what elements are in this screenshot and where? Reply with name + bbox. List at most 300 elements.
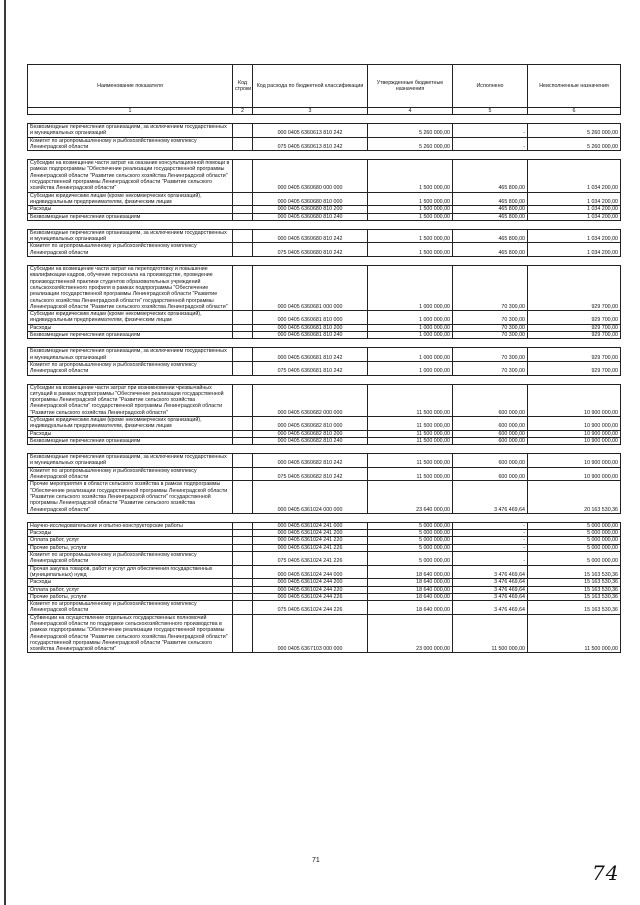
name-cell: Расходы (28, 206, 233, 213)
name-cell: Комитет по агропромышленному и рыбохозяйственному комплексу Ленинградской области (28, 361, 233, 375)
name-cell: Прочие работы, услуги (28, 593, 233, 600)
code-cell: 075 0405 6361024 241 226 (253, 552, 368, 566)
unexecuted-cell: 5 260 000,00 (528, 124, 621, 138)
code-cell: 000 0405 6360680 000 000 (253, 160, 368, 192)
approved-cell: 1 500 000,00 (368, 206, 453, 213)
code-cell: 000 0405 6360680 810 200 (253, 206, 368, 213)
approved-cell: 1 500 000,00 (368, 213, 453, 220)
spacer-row (28, 375, 621, 384)
spacer-cell (453, 115, 528, 124)
table-row (28, 586, 621, 593)
unexecuted-cell: 1 034 200,00 (528, 213, 621, 220)
table-row (28, 522, 621, 529)
approved-cell: 5 000 000,00 (368, 522, 453, 529)
line-cell (233, 348, 253, 362)
executed-cell: 11 500 000,00 (453, 614, 528, 653)
unexecuted-cell: 929 700,00 (528, 361, 621, 375)
executed-cell: 465 800,00 (453, 243, 528, 257)
table-row (28, 614, 621, 653)
spacer-row (28, 115, 621, 124)
line-cell (233, 192, 253, 206)
unexecuted-cell: 15 163 530,36 (528, 586, 621, 593)
unexecuted-cell: 1 034 200,00 (528, 206, 621, 213)
table-row (28, 416, 621, 430)
code-cell: 000 0405 6360682 810 240 (253, 437, 368, 444)
table-row (28, 481, 621, 513)
approved-cell: 1 500 000,00 (368, 160, 453, 192)
line-cell (233, 481, 253, 513)
approved-cell: 1 000 000,00 (368, 361, 453, 375)
code-cell: 000 0405 6360680 810 240 (253, 213, 368, 220)
spacer-row (28, 257, 621, 266)
name-cell: Субсидии юридическим лицам (кроме некоммерческих организаций), индивидуальным предпринимателям, физическим лицам (28, 416, 233, 430)
executed-cell: 70 300,00 (453, 324, 528, 331)
name-cell: Комитет по агропромышленному и рыбохозяйственному комплексу Ленинградской области (28, 137, 233, 151)
unexecuted-cell: 5 000 000,00 (528, 530, 621, 537)
spacer-cell (368, 115, 453, 124)
spacer-cell (453, 339, 528, 348)
executed-cell: - (453, 552, 528, 566)
unexecuted-cell: 10 900 000,00 (528, 467, 621, 481)
executed-cell: 3 476 469,64 (453, 601, 528, 615)
table-row (28, 311, 621, 325)
line-cell (233, 229, 253, 243)
table-row (28, 467, 621, 481)
name-cell: Прочие мероприятия в области сельского хозяйства в рамках подпрограммы "Обеспечение реализации государственной программы Ленинградской области "Развитие сельского хозяйства Ленинградской области" государственной программы Ленинградской области "Развитие сельского хозяйства Ленинградской области" (28, 481, 233, 513)
executed-cell: 3 476 469,64 (453, 565, 528, 579)
approved-cell: 1 000 000,00 (368, 332, 453, 339)
executed-cell: - (453, 544, 528, 551)
name-cell: Субсидии на возмещение части затрат при возникновении чрезвычайных ситуаций в рамках подпрограммы "Обеспечение реализации государственной программы Ленинградской области "Развитие сельского хозяйства Ленинградской области" государственной программы Ленинградской области "Развитие сельского хозяйства Ленинградской области" (28, 384, 233, 416)
header-code: Код расхода по бюджетной классификации (253, 65, 368, 108)
executed-cell: 3 476 469,64 (453, 579, 528, 586)
unexecuted-cell: 1 034 200,00 (528, 229, 621, 243)
code-cell: 000 0405 6360682 810 200 (253, 430, 368, 437)
line-cell (233, 437, 253, 444)
code-cell: 000 0405 6360613 810 242 (253, 124, 368, 138)
spacer-cell (528, 257, 621, 266)
executed-cell: 3 476 469,64 (453, 593, 528, 600)
executed-cell: 3 476 469,64 (453, 481, 528, 513)
spacer-cell (233, 151, 253, 160)
approved-cell: 11 500 000,00 (368, 416, 453, 430)
spacer-cell (233, 220, 253, 229)
unexecuted-cell: 5 000 000,00 (528, 552, 621, 566)
spacer-cell (368, 445, 453, 454)
code-cell: 075 0405 6360681 810 242 (253, 361, 368, 375)
unexecuted-cell: 1 034 200,00 (528, 243, 621, 257)
unexecuted-cell: 10 900 000,00 (528, 454, 621, 468)
approved-cell: 11 500 000,00 (368, 467, 453, 481)
spacer-cell (453, 257, 528, 266)
code-cell: 000 0405 6361024 244 226 (253, 593, 368, 600)
unexecuted-cell: 929 700,00 (528, 266, 621, 311)
name-cell: Безвозмездные перечисления организациям, за исключением государственных и муниципальных организаций (28, 454, 233, 468)
spacer-cell (253, 151, 368, 160)
table-row (28, 544, 621, 551)
line-cell (233, 544, 253, 551)
unexecuted-cell: 10 900 000,00 (528, 384, 621, 416)
table-row (28, 332, 621, 339)
code-cell: 000 0405 6361024 241 226 (253, 544, 368, 551)
name-cell: Научно-исследовательские и опытно-конструкторские работы (28, 522, 233, 529)
spacer-cell (28, 220, 233, 229)
table-row (28, 454, 621, 468)
table-row (28, 552, 621, 566)
executed-cell: - (453, 530, 528, 537)
spacer-row (28, 513, 621, 522)
name-cell: Прочая закупка товаров, работ и услуг для обеспечения государственных (муниципальных) нужд (28, 565, 233, 579)
spacer-cell (528, 513, 621, 522)
name-cell: Расходы (28, 530, 233, 537)
table-row (28, 384, 621, 416)
line-cell (233, 206, 253, 213)
header-approved: Утвержденные бюджетные назначения (368, 65, 453, 108)
header-executed: Исполнено (453, 65, 528, 108)
approved-cell: 1 000 000,00 (368, 348, 453, 362)
spacer-cell (368, 220, 453, 229)
spacer-cell (28, 151, 233, 160)
executed-cell: 465 800,00 (453, 229, 528, 243)
line-cell (233, 243, 253, 257)
name-cell: Субсидии юридическим лицам (кроме некоммерческих организаций), индивидуальным предпринимателям, физическим лицам (28, 192, 233, 206)
column-number: 2 (233, 108, 253, 115)
unexecuted-cell: 5 000 000,00 (528, 544, 621, 551)
table-row (28, 124, 621, 138)
name-cell: Комитет по агропромышленному и рыбохозяйственному комплексу Ленинградской области (28, 601, 233, 615)
line-cell (233, 522, 253, 529)
spacer-cell (528, 339, 621, 348)
code-cell: 000 0405 6360682 810 242 (253, 454, 368, 468)
spacer-cell (28, 375, 233, 384)
spacer-cell (368, 339, 453, 348)
unexecuted-cell: 10 900 000,00 (528, 437, 621, 444)
code-cell: 000 0405 6361024 244 000 (253, 565, 368, 579)
line-cell (233, 213, 253, 220)
spacer-cell (528, 151, 621, 160)
table-row (28, 192, 621, 206)
line-cell (233, 137, 253, 151)
approved-cell: 5 000 000,00 (368, 537, 453, 544)
approved-cell: 1 000 000,00 (368, 324, 453, 331)
unexecuted-cell: 929 700,00 (528, 311, 621, 325)
code-cell: 000 0405 6360681 810 200 (253, 324, 368, 331)
unexecuted-cell: 929 700,00 (528, 332, 621, 339)
spacer-cell (253, 220, 368, 229)
code-cell: 000 0405 6360681 810 000 (253, 311, 368, 325)
spacer-row (28, 151, 621, 160)
scan-margin-line (4, 0, 6, 905)
line-cell (233, 266, 253, 311)
name-cell: Безвозмездные перечисления организациям (28, 332, 233, 339)
table-row (28, 229, 621, 243)
table-header-row (28, 65, 621, 108)
line-cell (233, 537, 253, 544)
table-row (28, 601, 621, 615)
unexecuted-cell: 15 163 530,36 (528, 601, 621, 615)
name-cell: Комитет по агропромышленному и рыбохозяйственному комплексу Ленинградской области (28, 243, 233, 257)
executed-cell: 70 300,00 (453, 348, 528, 362)
spacer-cell (453, 151, 528, 160)
spacer-cell (253, 339, 368, 348)
approved-cell: 23 000 000,00 (368, 614, 453, 653)
unexecuted-cell: 929 700,00 (528, 348, 621, 362)
line-cell (233, 467, 253, 481)
unexecuted-cell: 5 000 000,00 (528, 522, 621, 529)
spacer-cell (453, 375, 528, 384)
unexecuted-cell: 15 163 530,36 (528, 565, 621, 579)
approved-cell: 23 640 000,00 (368, 481, 453, 513)
table-row (28, 160, 621, 192)
spacer-cell (453, 445, 528, 454)
approved-cell: 18 640 000,00 (368, 586, 453, 593)
spacer-cell (233, 445, 253, 454)
approved-cell: 5 000 000,00 (368, 544, 453, 551)
code-cell: 000 0405 6361024 241 200 (253, 530, 368, 537)
name-cell: Безвозмездные перечисления организациям, за исключением государственных и муниципальных организаций (28, 229, 233, 243)
approved-cell: 18 640 000,00 (368, 565, 453, 579)
name-cell: Субсидии на возмещение части затрат на переподготовку и повышение квалификации кадров, обучение персонала на производстве, проведение производственной практики студентов образовательных учреждений сельскохозяйственного профиля в рамках подпрограммы "Обеспечение реализации государственной программы Ленинградской области "Развитие сельского хозяйства Ленинградской области" государственной программы Ленинградской области "Развитие сельского хозяйства Ленинградской области" (28, 266, 233, 311)
code-cell: 075 0405 6360613 810 242 (253, 137, 368, 151)
header-line: Код строки (233, 65, 253, 108)
approved-cell: 1 500 000,00 (368, 229, 453, 243)
unexecuted-cell: 10 900 000,00 (528, 430, 621, 437)
code-cell: 000 0405 6361024 244 200 (253, 579, 368, 586)
spacer-cell (253, 115, 368, 124)
unexecuted-cell: 10 900 000,00 (528, 416, 621, 430)
table-row (28, 206, 621, 213)
spacer-cell (368, 151, 453, 160)
code-cell: 000 0405 6367103 000 000 (253, 614, 368, 653)
line-cell (233, 614, 253, 653)
executed-cell: 465 800,00 (453, 160, 528, 192)
line-cell (233, 579, 253, 586)
spacer-cell (528, 445, 621, 454)
name-cell: Безвозмездные перечисления организациям, за исключением государственных и муниципальных организаций (28, 124, 233, 138)
code-cell: 000 0405 6360681 810 240 (253, 332, 368, 339)
column-number: 5 (453, 108, 528, 115)
name-cell: Комитет по агропромышленному и рыбохозяйственному комплексу Ленинградской области (28, 552, 233, 566)
spacer-cell (233, 513, 253, 522)
column-number: 1 (28, 108, 233, 115)
page-number: 71 (312, 857, 320, 864)
spacer-cell (28, 257, 233, 266)
executed-cell: 600 000,00 (453, 454, 528, 468)
table-row (28, 430, 621, 437)
line-cell (233, 160, 253, 192)
table-row (28, 324, 621, 331)
code-cell: 000 0405 6361024 241 000 (253, 522, 368, 529)
name-cell: Расходы (28, 430, 233, 437)
name-cell: Расходы (28, 579, 233, 586)
name-cell: Оплата работ, услуг (28, 586, 233, 593)
spacer-cell (368, 257, 453, 266)
executed-cell: 465 800,00 (453, 213, 528, 220)
line-cell (233, 324, 253, 331)
spacer-cell (368, 375, 453, 384)
line-cell (233, 361, 253, 375)
spacer-cell (528, 220, 621, 229)
unexecuted-cell: 11 500 000,00 (528, 614, 621, 653)
approved-cell: 1 000 000,00 (368, 266, 453, 311)
approved-cell: 18 640 000,00 (368, 601, 453, 615)
code-cell: 000 0405 6361024 244 220 (253, 586, 368, 593)
spacer-cell (253, 375, 368, 384)
spacer-cell (233, 257, 253, 266)
header-unexecuted: Неисполненные назначения (528, 65, 621, 108)
approved-cell: 5 260 000,00 (368, 137, 453, 151)
name-cell: Комитет по агропромышленному и рыбохозяйственному комплексу Ленинградской области (28, 467, 233, 481)
executed-cell: 70 300,00 (453, 311, 528, 325)
line-cell (233, 384, 253, 416)
approved-cell: 1 500 000,00 (368, 243, 453, 257)
executed-cell: 70 300,00 (453, 266, 528, 311)
column-number: 6 (528, 108, 621, 115)
spacer-row (28, 445, 621, 454)
name-cell: Безвозмездные перечисления организациям (28, 213, 233, 220)
table-row (28, 537, 621, 544)
code-cell: 000 0405 6361024 241 220 (253, 537, 368, 544)
name-cell: Расходы (28, 324, 233, 331)
spacer-cell (453, 220, 528, 229)
code-cell: 075 0405 6360680 810 242 (253, 243, 368, 257)
approved-cell: 1 000 000,00 (368, 311, 453, 325)
spacer-row (28, 220, 621, 229)
name-cell: Субсидии юридическим лицам (кроме некоммерческих организаций), индивидуальным предпринимателям, физическим лицам (28, 311, 233, 325)
spacer-cell (233, 339, 253, 348)
executed-cell: 600 000,00 (453, 467, 528, 481)
approved-cell: 1 500 000,00 (368, 192, 453, 206)
column-number: 4 (368, 108, 453, 115)
name-cell: Безвозмездные перечисления организациям, за исключением государственных и муниципальных организаций (28, 348, 233, 362)
code-cell: 000 0405 6360682 000 000 (253, 384, 368, 416)
executed-cell: 70 300,00 (453, 332, 528, 339)
approved-cell: 5 000 000,00 (368, 530, 453, 537)
executed-cell: 600 000,00 (453, 430, 528, 437)
unexecuted-cell: 15 163 530,36 (528, 593, 621, 600)
executed-cell: - (453, 522, 528, 529)
unexecuted-cell: 5 000 000,00 (528, 537, 621, 544)
code-cell: 000 0405 6360681 000 000 (253, 266, 368, 311)
line-cell (233, 552, 253, 566)
approved-cell: 11 500 000,00 (368, 454, 453, 468)
spacer-row (28, 339, 621, 348)
spacer-cell (528, 115, 621, 124)
line-cell (233, 124, 253, 138)
line-cell (233, 332, 253, 339)
code-cell: 000 0405 6360681 810 242 (253, 348, 368, 362)
spacer-cell (28, 445, 233, 454)
line-cell (233, 416, 253, 430)
code-cell: 000 0405 6360680 810 242 (253, 229, 368, 243)
executed-cell: 465 800,00 (453, 206, 528, 213)
approved-cell: 11 500 000,00 (368, 430, 453, 437)
table-row (28, 437, 621, 444)
approved-cell: 11 500 000,00 (368, 384, 453, 416)
name-cell: Субсидии на возмещение части затрат на оказание консультационной помощи в рамках подпрограммы "Обеспечение реализации государственной программы Ленинградской области "Развитие сельского хозяйства Ленинградской области" государственной программы Ленинградской области "Развитие сельского хозяйства Ленинградской области" (28, 160, 233, 192)
handwritten-page-number: 74 (592, 861, 620, 885)
table-row (28, 243, 621, 257)
approved-cell: 18 640 000,00 (368, 579, 453, 586)
spacer-cell (253, 257, 368, 266)
line-cell (233, 311, 253, 325)
executed-cell: 600 000,00 (453, 384, 528, 416)
executed-cell: 600 000,00 (453, 437, 528, 444)
executed-cell: - (453, 537, 528, 544)
line-cell (233, 601, 253, 615)
unexecuted-cell: 20 163 530,36 (528, 481, 621, 513)
executed-cell: 465 800,00 (453, 192, 528, 206)
table-row (28, 137, 621, 151)
code-cell: 000 0405 6360680 810 000 (253, 192, 368, 206)
table-row (28, 361, 621, 375)
unexecuted-cell: 1 034 200,00 (528, 192, 621, 206)
unexecuted-cell: 929 700,00 (528, 324, 621, 331)
line-cell (233, 565, 253, 579)
table-body (28, 115, 621, 653)
line-cell (233, 430, 253, 437)
column-number: 3 (253, 108, 368, 115)
executed-cell: - (453, 137, 528, 151)
executed-cell: 70 300,00 (453, 361, 528, 375)
spacer-cell (453, 513, 528, 522)
executed-cell: 600 000,00 (453, 416, 528, 430)
table-row (28, 266, 621, 311)
code-cell: 000 0405 6360682 810 000 (253, 416, 368, 430)
table-row (28, 565, 621, 579)
header-name: Наименование показателя (28, 65, 233, 108)
code-cell: 000 0405 6361024 000 000 (253, 481, 368, 513)
table-row (28, 213, 621, 220)
spacer-cell (253, 513, 368, 522)
approved-cell: 18 640 000,00 (368, 593, 453, 600)
table-row (28, 530, 621, 537)
unexecuted-cell: 15 163 530,36 (528, 579, 621, 586)
spacer-cell (233, 115, 253, 124)
spacer-cell (528, 375, 621, 384)
spacer-cell (253, 445, 368, 454)
unexecuted-cell: 5 260 000,00 (528, 137, 621, 151)
line-cell (233, 454, 253, 468)
column-number-row (28, 108, 621, 115)
code-cell: 075 0405 6360682 810 242 (253, 467, 368, 481)
name-cell: Субвенции на осуществление отдельных государственных полномочий Ленинградской области по поддержке сельскохозяйственного производства в рамках подпрограммы "Обеспечение реализации государственной программы Ленинградской области "Развитие сельского хозяйства Ленинградской области" государственной программы Ленинградской области "Развитие сельского хозяйства Ленинградской области" (28, 614, 233, 653)
table-row (28, 348, 621, 362)
approved-cell: 11 500 000,00 (368, 437, 453, 444)
approved-cell: 5 000 000,00 (368, 552, 453, 566)
line-cell (233, 586, 253, 593)
budget-report-sheet (27, 64, 620, 653)
spacer-cell (28, 115, 233, 124)
executed-cell: 3 476 469,64 (453, 586, 528, 593)
approved-cell: 5 260 000,00 (368, 124, 453, 138)
code-cell: 075 0405 6361024 244 226 (253, 601, 368, 615)
line-cell (233, 593, 253, 600)
unexecuted-cell: 1 034 200,00 (528, 160, 621, 192)
name-cell: Оплата работ, услуг (28, 537, 233, 544)
name-cell: Безвозмездные перечисления организациям (28, 437, 233, 444)
spacer-cell (28, 339, 233, 348)
table-row (28, 593, 621, 600)
line-cell (233, 530, 253, 537)
name-cell: Прочие работы, услуги (28, 544, 233, 551)
table-row (28, 579, 621, 586)
spacer-cell (233, 375, 253, 384)
budget-execution-table (27, 64, 621, 653)
spacer-cell (368, 513, 453, 522)
executed-cell: - (453, 124, 528, 138)
spacer-cell (28, 513, 233, 522)
